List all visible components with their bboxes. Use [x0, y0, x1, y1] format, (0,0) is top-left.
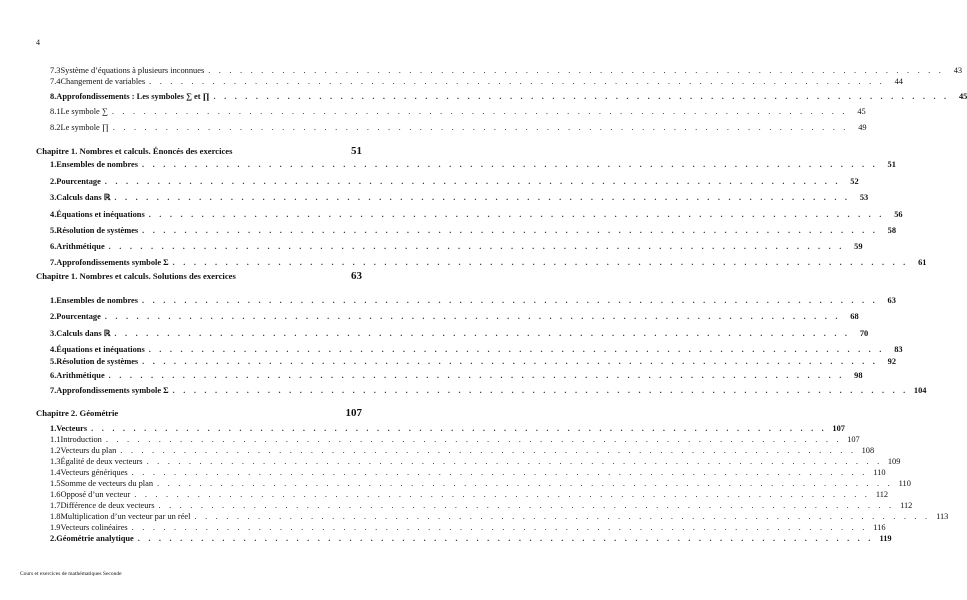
- toc-entry-title: Approfondissements symbole Σ: [56, 386, 169, 395]
- toc-entry-page: 43: [953, 66, 963, 75]
- dot-leader: . . . . . . . . . . . . . . . . . . . . . . . . . . . . . . . . . . . . . . . . . . . . . . . . . . . . . . . . . . . . . . . . . . . . . .: [105, 435, 842, 444]
- toc-section-entry: [50, 534, 892, 544]
- dot-leader: . . . . . . . . . . . . . . . . . . . . . . . . . . . . . . . . . . . . . . . . . . . . . . . . . . . . . . . . . . . . . . . . . . . . . .: [108, 371, 845, 380]
- toc-entry-number: 1.9: [50, 523, 61, 532]
- toc-entry-title: Introduction: [60, 435, 102, 444]
- dot-leader: . . . . . . . . . . . . . . . . . . . . . . . . . . . . . . . . . . . . . . . . . . . . . . . . . . . . . . . . . . . . . . . . . . . . . .: [131, 523, 868, 532]
- toc-entry-number: 1.2: [50, 446, 61, 455]
- toc-subsection-entry: [50, 435, 860, 445]
- toc-entry-page: 52: [850, 177, 859, 186]
- dot-leader: . . . . . . . . . . . . . . . . . . . . . . . . . . . . . . . . . . . . . . . . . . . . . . . . . . . . . . . . . . . . . . . . . . . . . .: [131, 468, 868, 477]
- dot-leader: . . . . . . . . . . . . . . . . . . . . . . . . . . . . . . . . . . . . . . . . . . . . . . . . . . . . . . . . . . . . . . . . . . . . . .: [120, 446, 857, 455]
- dot-leader: . . . . . . . . . . . . . . . . . . . . . . . . . . . . . . . . . . . . . . . . . . . . . . . . . . . . . . . . . . . . . . . . . . . . . .: [142, 226, 879, 235]
- toc-subsection-entry: [50, 490, 889, 500]
- toc-entry-page: 49: [858, 123, 867, 132]
- toc-entry-page: 107: [847, 435, 860, 444]
- toc-entry-page: 83: [894, 345, 903, 354]
- toc-entry-title: Chapitre 1. Nombres et calculs. Énoncés des exercices: [36, 146, 233, 156]
- toc-entry-title: Résolution de systèmes: [56, 226, 139, 235]
- toc-subsection-entry: [50, 523, 886, 533]
- toc-entry-title: Approfondissements symbole Σ: [56, 258, 169, 267]
- toc-entry-title: Système d’équations à plusieurs inconnues: [60, 66, 205, 75]
- dot-leader: . . . . . . . . . . . . . . . . . . . . . . . . . . . . . . . . . . . . . . . . . . . . . . . . . . . . . . . . . . . . . . . . . . . . . .: [142, 160, 878, 169]
- toc-entry-number: 1.5: [50, 479, 61, 488]
- toc-subsection-entry: [50, 77, 903, 87]
- toc-subsection-entry: [50, 66, 963, 76]
- toc-entry-number: 1.4: [50, 468, 61, 477]
- toc-chapter-entry: [36, 408, 362, 418]
- toc-entry-title: Approfondissements : Les symboles ∑ et ∏: [56, 92, 210, 101]
- dot-leader: . . . . . . . . . . . . . . . . . . . . . . . . . . . . . . . . . . . . . . . . . . . . . . . . . . . . . . . . . . . . . . . . . . . . . .: [104, 177, 841, 186]
- toc-entry-page: 110: [873, 468, 886, 477]
- toc-entry-title: Ensembles de nombres: [56, 296, 139, 305]
- toc-subsection-entry: [50, 446, 875, 456]
- toc-entry-page: 107: [832, 424, 845, 433]
- toc-entry-title: Arithmétique: [56, 242, 105, 251]
- toc-section-entry: [50, 424, 845, 434]
- toc-entry-number: 5.: [50, 226, 57, 235]
- toc-entry-page: 61: [918, 258, 927, 267]
- dot-leader: . . . . . . . . . . . . . . . . . . . . . . . . . . . . . . . . . . . . . . . . . . . . . . . . . . . . . . . . . . . . . . . . . . . . . .: [114, 193, 851, 202]
- toc-entry-title: Vecteurs colinéaires: [60, 523, 128, 532]
- dot-leader: . . . . . . . . . . . . . . . . . . . . . . . . . . . . . . . . . . . . . . . . . . . . . . . . . . . . . . . . . . . . . . . . . . . . . .: [194, 512, 931, 521]
- toc-subsection-entry: [50, 479, 911, 489]
- toc-entry-page: 116: [873, 523, 886, 532]
- toc-entry-number: 8.1: [50, 107, 61, 116]
- toc-entry-page: 53: [859, 193, 869, 202]
- dot-leader: . . . . . . . . . . . . . . . . . . . . . . . . . . . . . . . . . . . . . . . . . . . . . . . . . . . . . . . . . . . . . . . . . . . . . .: [146, 457, 883, 466]
- toc-entry-number: 3.: [50, 329, 57, 338]
- toc-entry-page: 108: [861, 446, 875, 455]
- toc-entry-page: 56: [894, 210, 903, 219]
- dot-leader: . . . . . . . . . . . . . . . . . . . . . . . . . . . . . . . . . . . . . . . . . . . . . . . . . . . . . . . . . . . . . . . . . . . . . .: [157, 479, 893, 488]
- dot-leader: . . . . . . . . . . . . . . . . . . . . . . . . . . . . . . . . . . . . . . . . . . . . . . . . . . . . . . . . . . . . . . . . . . . . . .: [134, 490, 871, 499]
- toc-subsection-entry: [50, 468, 886, 478]
- toc-subsection-entry: [50, 512, 949, 522]
- toc-section-entry: [50, 345, 903, 355]
- toc-entry-page: 112: [900, 501, 913, 510]
- toc-entry-page: 109: [887, 457, 901, 466]
- toc-entry-number: 1.8: [50, 512, 61, 521]
- toc-section-entry: [50, 357, 897, 367]
- toc-entry-page: 98: [854, 371, 863, 380]
- toc-entry-title: Calculs dans ℝ: [56, 193, 111, 202]
- toc-entry-title: Pourcentage: [56, 177, 101, 186]
- dot-leader: . . . . . . . . . . . . . . . . . . . . . . . . . . . . . . . . . . . . . . . . . . . . . . . . . . . . . . . . . . . . . . . . . . . . . .: [213, 92, 950, 101]
- toc-entry-page: 119: [879, 534, 892, 543]
- toc-entry-page: 92: [887, 357, 897, 366]
- toc-section-entry: [50, 296, 896, 306]
- toc-entry-number: 1.7: [50, 501, 61, 510]
- toc-entry-page: 58: [887, 226, 897, 235]
- toc-entry-page: 70: [859, 329, 869, 338]
- toc-entry-number: 3.: [50, 193, 57, 202]
- toc-subsection-entry: [50, 457, 901, 467]
- dot-leader: . . . . . . . . . . . . . . . . . . . . . . . . . . . . . . . . . . . . . . . . . . . . . . . . . . . . . . . . . . . . . . . . . . . . . .: [208, 66, 945, 75]
- toc-entry-page: 51: [887, 160, 896, 169]
- dot-leader: . . . . . . . . . . . . . . . . . . . . . . . . . . . . . . . . . . . . . . . . . . . . . . . . . . . . . . . . . . . . . . . . . . . . . .: [91, 424, 827, 433]
- toc-section-entry: [50, 242, 863, 252]
- toc-entry-title: Géométrie analytique: [56, 534, 134, 543]
- toc-entry-title: Différence de deux vecteurs: [60, 501, 155, 510]
- toc-entry-number: 7.: [50, 258, 57, 267]
- toc-entry-number: 4.: [50, 345, 57, 354]
- toc-entry-number: 1.3: [50, 457, 61, 466]
- toc-entry-title: Égalité de deux vecteurs: [60, 457, 143, 466]
- toc-entry-title: Équations et inéquations: [56, 210, 145, 219]
- toc-entry-title: Équations et inéquations: [56, 345, 145, 354]
- toc-entry-page: 51: [351, 145, 362, 157]
- toc-subsection-entry: [50, 123, 867, 133]
- toc-entry-number: 7.3: [50, 66, 61, 75]
- toc-section-entry: [50, 226, 897, 236]
- dot-leader: . . . . . . . . . . . . . . . . . . . . . . . . . . . . . . . . . . . . . . . . . . . . . . . . . . . . . . . . . . . . . . . . . . . . . .: [108, 242, 845, 251]
- dot-leader: . . . . . . . . . . . . . . . . . . . . . . . . . . . . . . . . . . . . . . . . . . . . . . . . . . . . . . . . . . . . . . . . . . . . . .: [137, 534, 874, 543]
- toc-section-entry: [50, 258, 927, 268]
- toc-section-entry: [50, 92, 967, 102]
- toc-entry-page: 107: [345, 407, 362, 419]
- toc-entry-page: 59: [854, 242, 863, 251]
- toc-entry-number: 6.: [50, 242, 57, 251]
- toc-section-entry: [50, 329, 869, 339]
- toc-entry-title: Arithmétique: [56, 371, 105, 380]
- toc-entry-number: 2.: [50, 312, 57, 321]
- toc-entry-number: 7.: [50, 386, 57, 395]
- page-number: 4: [36, 38, 40, 47]
- dot-leader: . . . . . . . . . . . . . . . . . . . . . . . . . . . . . . . . . . . . . . . . . . . . . . . . . . . . . . . . . . . . . . . . . . . . . .: [149, 77, 885, 86]
- dot-leader: . . . . . . . . . . . . . . . . . . . . . . . . . . . . . . . . . . . . . . . . . . . . . . . . . . . . . . . . . . . . . . . . . . . . . .: [172, 258, 909, 267]
- toc-entry-title: Opposé d’un vecteur: [60, 490, 131, 499]
- toc-entry-number: 1.6: [50, 490, 61, 499]
- toc-entry-number: 2.: [50, 534, 57, 543]
- toc-entry-title: Ensembles de nombres: [56, 160, 139, 169]
- toc-entry-title: Changement de variables: [60, 77, 146, 86]
- toc-entry-title: Vecteurs génériques: [60, 468, 128, 477]
- toc-entry-title: Multiplication d’un vecteur par un réel: [60, 512, 191, 521]
- toc-entry-number: 1.1: [50, 435, 61, 444]
- toc-entry-title: Résolution de systèmes: [56, 357, 139, 366]
- toc-section-entry: [50, 386, 927, 396]
- toc-entry-title: Le symbole ∑: [60, 107, 108, 116]
- dot-leader: . . . . . . . . . . . . . . . . . . . . . . . . . . . . . . . . . . . . . . . . . . . . . . . . . . . . . . . . . . . . . . . . . . . . . .: [148, 345, 885, 354]
- toc-entry-page: 110: [898, 479, 911, 488]
- toc-section-entry: [50, 160, 896, 170]
- toc-entry-page: 63: [351, 270, 362, 282]
- toc-entry-title: Vecteurs: [56, 424, 88, 433]
- toc-entry-page: 45: [857, 107, 866, 116]
- dot-leader: . . . . . . . . . . . . . . . . . . . . . . . . . . . . . . . . . . . . . . . . . . . . . . . . . . . . . . . . . . . . . . . . . . . . . .: [142, 357, 879, 366]
- dot-leader: . . . . . . . . . . . . . . . . . . . . . . . . . . . . . . . . . . . . . . . . . . . . . . . . . . . . . . . . . . . . . . . . . . . . . .: [172, 386, 909, 395]
- toc-entry-number: 1.: [50, 296, 57, 305]
- toc-entry-number: 1.: [50, 424, 57, 433]
- dot-leader: . . . . . . . . . . . . . . . . . . . . . . . . . . . . . . . . . . . . . . . . . . . . . . . . . . . . . . . . . . . . . . . . . . . . . .: [104, 312, 841, 321]
- toc-entry-number: 6.: [50, 371, 57, 380]
- toc-entry-page: 63: [887, 296, 896, 305]
- toc-entry-page: 44: [894, 77, 903, 86]
- toc-chapter-entry: [36, 146, 362, 156]
- toc-entry-title: Calculs dans ℝ: [56, 329, 111, 338]
- dot-leader: . . . . . . . . . . . . . . . . . . . . . . . . . . . . . . . . . . . . . . . . . . . . . . . . . . . . . . . . . . . . . . . . . . . . . .: [112, 123, 849, 132]
- toc-entry-number: 8.: [50, 92, 57, 101]
- toc-entry-title: Somme de vecteurs du plan: [60, 479, 154, 488]
- toc-entry-title: Le symbole ∏: [60, 123, 109, 132]
- toc-section-entry: [50, 210, 903, 220]
- toc-entry-page: 45: [958, 92, 967, 101]
- toc-entry-page: 68: [850, 312, 859, 321]
- dot-leader: . . . . . . . . . . . . . . . . . . . . . . . . . . . . . . . . . . . . . . . . . . . . . . . . . . . . . . . . . . . . . . . . . . . . . .: [142, 296, 878, 305]
- dot-leader: . . . . . . . . . . . . . . . . . . . . . . . . . . . . . . . . . . . . . . . . . . . . . . . . . . . . . . . . . . . . . . . . . . . . . .: [148, 210, 885, 219]
- toc-section-entry: [50, 371, 863, 381]
- toc-section-entry: [50, 193, 869, 203]
- toc-entry-page: 112: [875, 490, 889, 499]
- toc-chapter-entry: [36, 271, 362, 281]
- toc-entry-page: 104: [913, 386, 927, 395]
- toc-entry-title: Chapitre 2. Géométrie: [36, 408, 119, 418]
- toc-subsection-entry: [50, 107, 866, 117]
- toc-entry-title: Pourcentage: [56, 312, 101, 321]
- toc-entry-number: 1.: [50, 160, 57, 169]
- dot-leader: . . . . . . . . . . . . . . . . . . . . . . . . . . . . . . . . . . . . . . . . . . . . . . . . . . . . . . . . . . . . . . . . . . . . . .: [158, 501, 895, 510]
- page-footer: Cours et exercices de mathématiques Seconde: [20, 571, 122, 577]
- toc-entry-number: 2.: [50, 177, 57, 186]
- toc-subsection-entry: [50, 501, 913, 511]
- dot-leader: . . . . . . . . . . . . . . . . . . . . . . . . . . . . . . . . . . . . . . . . . . . . . . . . . . . . . . . . . . . . . . . . . . . . . .: [111, 107, 848, 116]
- toc-entry-number: 8.2: [50, 123, 61, 132]
- toc-entry-page: 113: [936, 512, 949, 521]
- toc-entry-number: 7.4: [50, 77, 61, 86]
- toc-entry-number: 5.: [50, 357, 57, 366]
- toc-section-entry: [50, 312, 859, 322]
- toc-section-entry: [50, 177, 859, 187]
- toc-entry-title: Vecteurs du plan: [60, 446, 117, 455]
- toc-entry-number: 4.: [50, 210, 57, 219]
- dot-leader: . . . . . . . . . . . . . . . . . . . . . . . . . . . . . . . . . . . . . . . . . . . . . . . . . . . . . . . . . . . . . . . . . . . . . .: [114, 329, 851, 338]
- toc-entry-title: Chapitre 1. Nombres et calculs. Solutions des exercices: [36, 271, 236, 281]
